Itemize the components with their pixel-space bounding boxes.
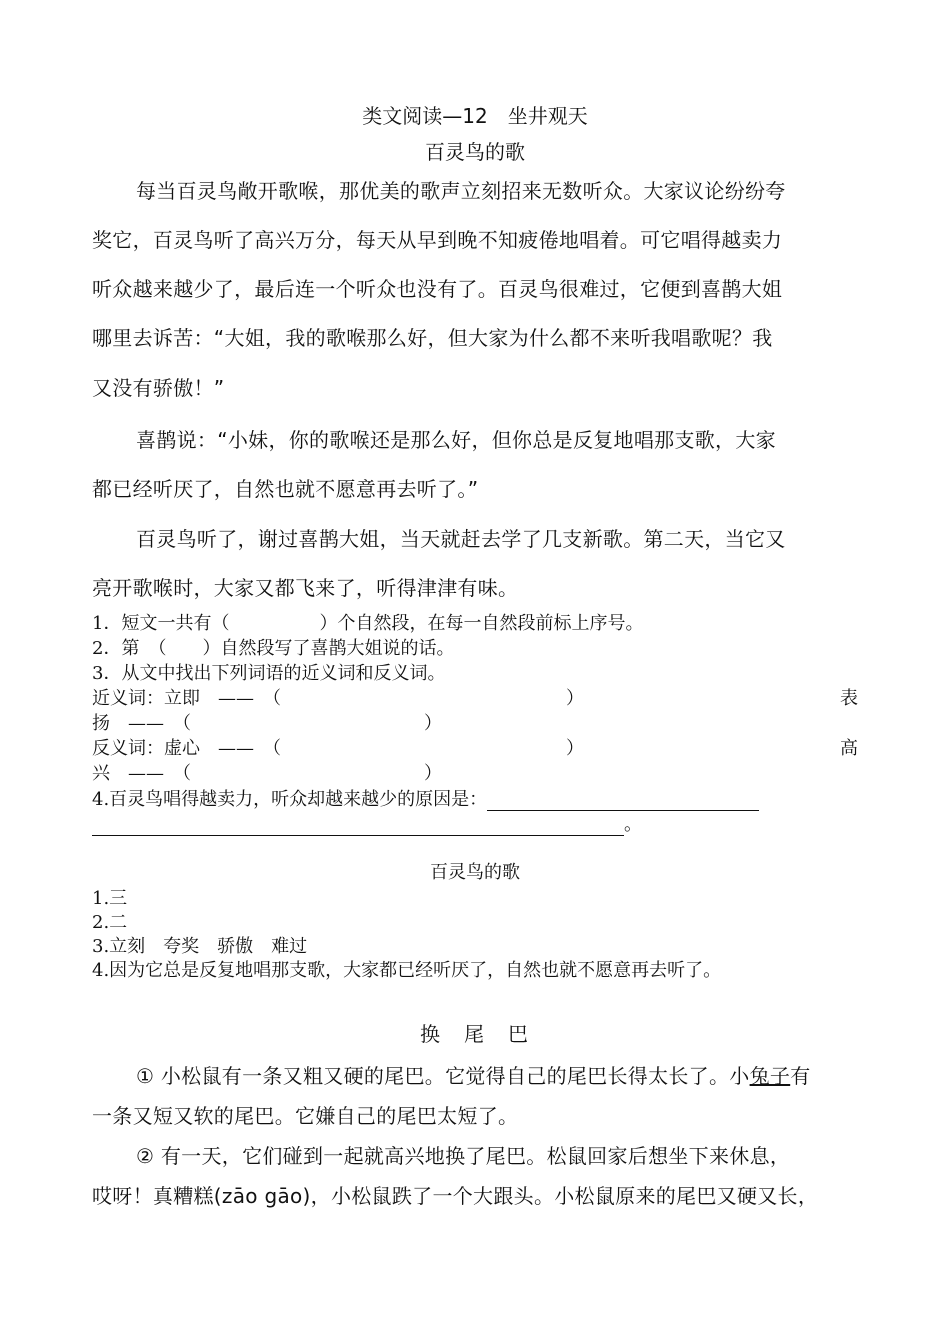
story-p2-line2: 都已经听厌了，自然也就不愿意再去听了。” bbox=[92, 477, 479, 501]
answer-3: 3.立刻 夸奖 骄傲 难过 bbox=[92, 936, 308, 957]
answer-blank[interactable] bbox=[487, 792, 759, 811]
synonym-line-2: 扬 —— （ bbox=[92, 713, 191, 734]
antonym-line-1: 反义词：虚心 —— （ bbox=[92, 738, 281, 759]
underlined-word: 兔子 bbox=[749, 1064, 791, 1088]
answers-title: 百灵鸟的歌 bbox=[430, 862, 520, 883]
synonym-word-1: 近义词：立即 —— （ bbox=[92, 688, 281, 709]
question-4 bbox=[92, 785, 862, 811]
story2-title: 换 尾 巴 bbox=[420, 1022, 530, 1046]
question-4-end: 。 bbox=[624, 814, 642, 835]
antonym-bracket-1: ） bbox=[566, 738, 584, 759]
story-p2-line1: 喜鹊说：“小妹，你的歌喉还是那么好，但你总是反复地唱那支歌，大家 bbox=[136, 428, 776, 452]
synonym-wrap-char: 表 bbox=[840, 688, 858, 709]
synonym-line-1 bbox=[92, 684, 862, 710]
story2-p1-line1 bbox=[136, 1060, 906, 1089]
story2-p2-line2: 哎呀！真糟糕(zāo gāo)，小松鼠跌了一个大跟头。小松鼠原来的尾巴又硬又长， bbox=[92, 1184, 819, 1208]
antonym-bracket-2: ） bbox=[424, 763, 442, 784]
antonym-wrap-char: 高 bbox=[840, 738, 858, 759]
question-4-text: 4.百灵鸟唱得越卖力，听众却越来越少的原因是： bbox=[92, 789, 488, 810]
story2-p1-text-end: 有 bbox=[790, 1064, 811, 1088]
story-p1-line3: 听众越来越少了，最后连一个听众也没有了。百灵鸟很难过，它便到喜鹊大姐 bbox=[92, 277, 783, 301]
story-p3-line2: 亮开歌喉时，大家又都飞来了，听得津津有味。 bbox=[92, 576, 519, 600]
answer-blank-2[interactable] bbox=[92, 817, 624, 836]
story-p1-line5: 又没有骄傲！” bbox=[92, 376, 225, 400]
story-p1-line1: 每当百灵鸟敞开歌喉，那优美的歌声立刻招来无数听众。大家议论纷纷夸 bbox=[136, 179, 786, 203]
synonym-bracket-2: ） bbox=[424, 713, 442, 734]
story-p1-line4: 哪里去诉苦：“大姐，我的歌喉那么好，但大家为什么都不来听我唱歌呢？我 bbox=[92, 326, 773, 350]
question-1: 1．短文一共有（ ）个自然段，在每一自然段前标上序号。 bbox=[92, 613, 644, 634]
answer-2: 2.二 bbox=[92, 912, 128, 933]
story-p1-line2: 奖它，百灵鸟听了高兴万分，每天从早到晚不知疲倦地唱着。可它唱得越卖力 bbox=[92, 228, 783, 252]
story-title: 百灵鸟的歌 bbox=[425, 140, 525, 164]
worksheet-title: 类文阅读—12 坐井观天 bbox=[362, 104, 588, 128]
story2-p2-line1: ② 有一天，它们碰到一起就高兴地换了尾巴。松鼠回家后想坐下来休息， bbox=[136, 1144, 791, 1168]
question-4-continuation bbox=[92, 810, 862, 836]
question-3: 3．从文中找出下列词语的近义词和反义词。 bbox=[92, 663, 446, 684]
story-p3-line1: 百灵鸟听了，谢过喜鹊大姐，当天就赶去学了几支新歌。第二天，当它又 bbox=[136, 527, 786, 551]
story2-p1-text: ① 小松鼠有一条又粗又硬的尾巴。它觉得自己的尾巴长得太长了。小 bbox=[136, 1064, 750, 1088]
synonym-bracket-1: ） bbox=[566, 688, 584, 709]
story2-p1-line2: 一条又短又软的尾巴。它嫌自己的尾巴太短了。 bbox=[92, 1104, 519, 1128]
answer-4: 4.因为它总是反复地唱那支歌，大家都已经听厌了，自然也就不愿意再去听了。 bbox=[92, 960, 722, 981]
antonym-line-2: 兴 —— （ bbox=[92, 763, 191, 784]
answer-1: 1.三 bbox=[92, 888, 128, 909]
question-2: 2．第 （ ）自然段写了喜鹊大姐说的话。 bbox=[92, 638, 455, 659]
